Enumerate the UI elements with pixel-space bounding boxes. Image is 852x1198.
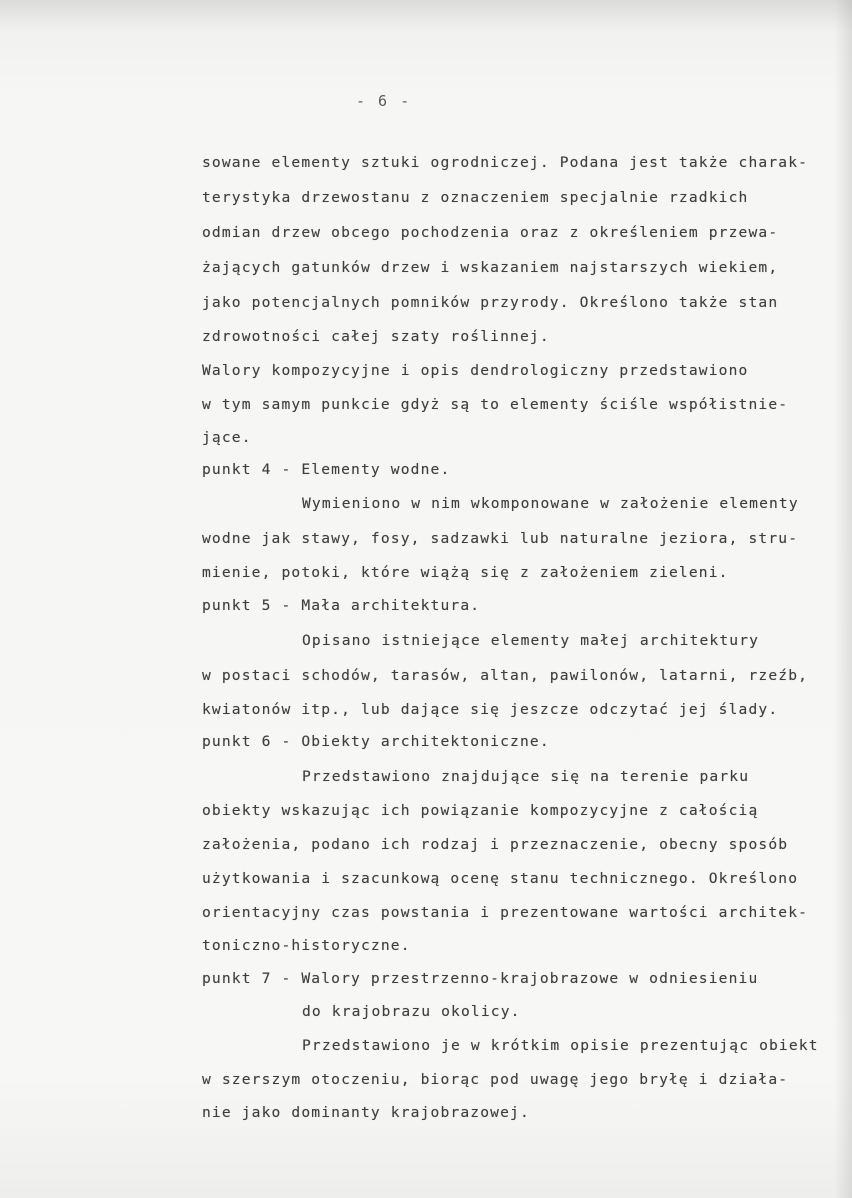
body-line-16: w postaci schodów, tarasów, altan, pawilonów, latarni, rzeźb, — [202, 667, 809, 684]
body-line-7: Walory kompozycyjne i opis dendrologiczny przedstawiono — [202, 362, 749, 379]
body-line-5: jako potencjalnych pomników przyrody. Określono także stan — [202, 294, 779, 311]
body-line-1: sowane elementy sztuki ogrodniczej. Podana jest także charak- — [202, 154, 809, 171]
section-heading-4: punkt 4 - Elementy wodne. — [202, 461, 451, 478]
body-line-29: nie jako dominanty krajobrazowej. — [202, 1104, 530, 1121]
scan-shadow-right — [834, 0, 852, 1198]
page-number: - 6 - — [356, 92, 412, 110]
body-line-20: obiekty wskazując ich powiązanie kompozycyjne z całością — [202, 802, 759, 819]
body-line-22: użytkowania i szacunkową ocenę stanu technicznego. Określono — [202, 870, 799, 887]
body-line-9: jące. — [202, 429, 252, 446]
body-line-24: toniczno-historyczne. — [202, 937, 411, 954]
section-heading-5: punkt 5 - Mała architektura. — [202, 597, 481, 614]
body-line-3: odmian drzew obcego pochodzenia oraz z określeniem przewa- — [202, 224, 779, 241]
body-line-27: Przedstawiono je w krótkim opisie prezentując obiekt — [302, 1037, 819, 1054]
body-line-8: w tym samym punkcie gdyż są to elementy ściśle współistnie- — [202, 396, 789, 413]
body-line-11: Wymieniono w nim wkomponowane w założenie elementy — [302, 495, 799, 512]
body-line-13: mienie, potoki, które wiążą się z założeniem zieleni. — [202, 564, 729, 581]
body-line-6: zdrowotności całej szaty roślinnej. — [202, 328, 550, 345]
body-line-17: kwiatonów itp., lub dające się jeszcze odczytać jej ślady. — [202, 701, 779, 718]
body-line-19: Przedstawiono znajdujące się na terenie parku — [302, 768, 750, 785]
body-line-21: założenia, podano ich rodzaj i przeznaczenie, obecny sposób — [202, 836, 789, 853]
body-line-23: orientacyjny czas powstania i prezentowane wartości architek- — [202, 904, 809, 921]
body-line-4: żających gatunków drzew i wskazaniem najstarszych wiekiem, — [202, 259, 779, 276]
body-line-2: terystyka drzewostanu z oznaczeniem specjalnie rzadkich — [202, 189, 749, 206]
section-heading-7-cont: do krajobrazu okolicy. — [302, 1003, 521, 1020]
section-heading-6: punkt 6 - Obiekty architektoniczne. — [202, 733, 550, 750]
body-line-15: Opisano istniejące elementy małej architektury — [302, 632, 760, 649]
body-line-12: wodne jak stawy, fosy, sadzawki lub naturalne jeziora, stru- — [202, 530, 799, 547]
section-heading-7: punkt 7 - Walory przestrzenno-krajobrazowe w odniesieniu — [202, 970, 759, 987]
scan-shadow-top — [0, 0, 852, 30]
body-line-28: w szerszym otoczeniu, biorąc pod uwagę jego bryłę i działa- — [202, 1071, 789, 1088]
